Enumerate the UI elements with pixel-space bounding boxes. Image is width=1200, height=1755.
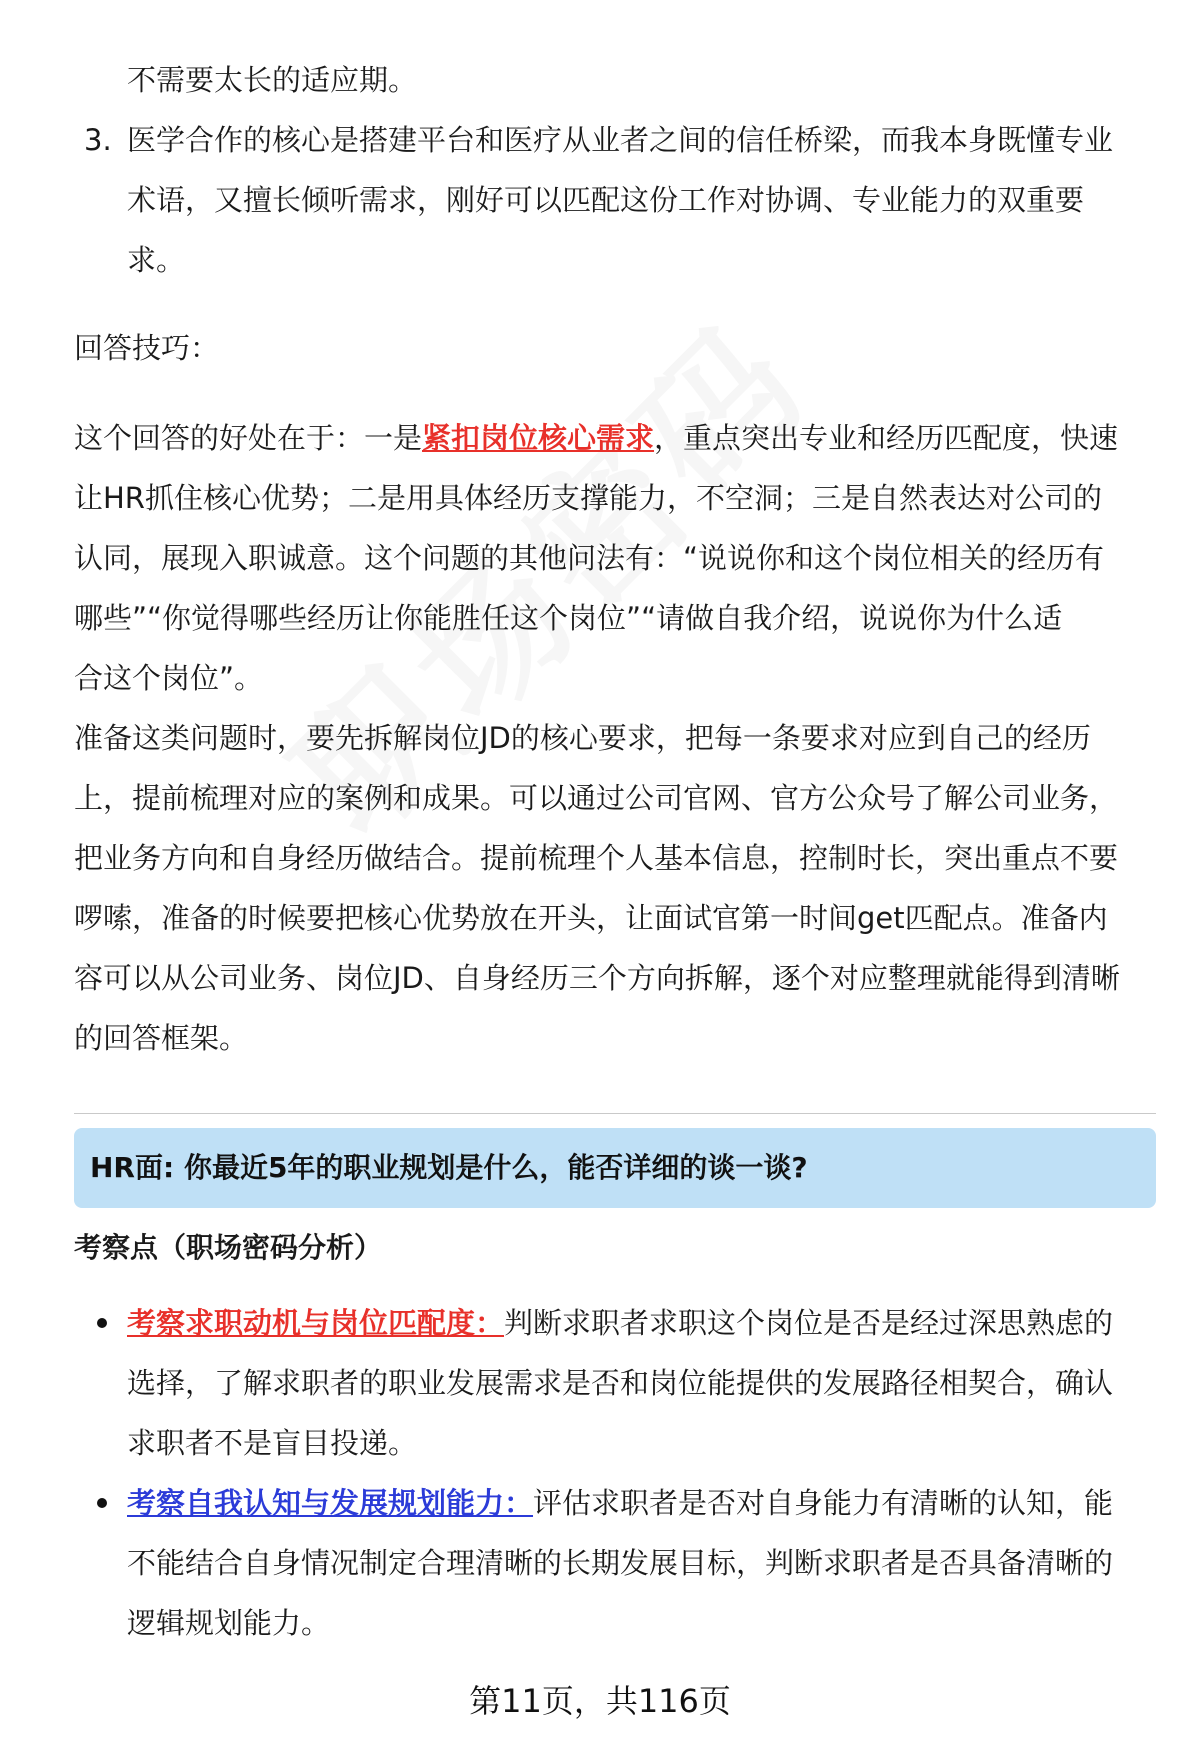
paragraph-line: 认同，展现入职诚意。这个问题的其他问法有：“说说你和这个岗位相关的经历有: [74, 541, 1105, 575]
paragraph-line: 让HR抓住核心优势；二是用具体经历支撑能力，不空洞；三是自然表达对公司的: [74, 481, 1102, 515]
divider: [74, 1113, 1156, 1114]
continued-line: 不需要太长的适应期。: [127, 63, 418, 97]
paragraph-line: 哪些”“你觉得哪些经历让你能胜任这个岗位”“请做自我介绍，说说你为什么适: [74, 601, 1063, 635]
paragraph-line: 上，提前梳理对应的案例和成果。可以通过公司官网、官方公众号了解公司业务，: [74, 781, 1119, 815]
text-span: 判断求职者求职这个岗位是否是经过深思熟虑的: [504, 1306, 1114, 1340]
question-text: HR面: 你最近5年的职业规划是什么，能否详细的谈一谈?: [90, 1151, 808, 1184]
paragraph-line: 准备这类问题时，要先拆解岗位JD的核心要求，把每一条要求对应到自己的经历: [74, 721, 1091, 755]
bullet-icon: [97, 1498, 107, 1508]
text-span: ，重点突出专业和经历匹配度，快速: [654, 421, 1119, 455]
bullet-line: 不能结合自身情况制定合理清晰的长期发展目标，判断求职者是否具备清晰的: [127, 1546, 1114, 1580]
bullet-line: 选择，了解求职者的职业发展需求是否和岗位能提供的发展路径相契合，确认: [127, 1366, 1114, 1400]
paragraph-line: 的回答框架。: [74, 1021, 249, 1055]
question-box: [74, 1128, 1156, 1208]
list-item-line: 求。: [127, 243, 186, 277]
bullet-label: 考察求职动机与岗位匹配度：: [127, 1306, 505, 1340]
highlight-text: 紧扣岗位核心需求: [422, 421, 655, 455]
text-span: 评估求职者是否对自身能力有清晰的认知，能: [533, 1486, 1114, 1520]
paragraph-line: [74, 408, 1154, 468]
analysis-heading: 考察点（职场密码分析）: [74, 1231, 383, 1264]
bullet-icon: [97, 1318, 107, 1328]
bullet-line: [127, 1293, 1157, 1353]
list-number: 3.: [84, 123, 112, 157]
page-number: 第11页，共116页: [469, 1682, 731, 1720]
bullet-line: [127, 1473, 1157, 1533]
paragraph-line: 容可以从公司业务、岗位JD、自身经历三个方向拆解，逐个对应整理就能得到清晰: [74, 961, 1120, 995]
bullet-label: 考察自我认知与发展规划能力：: [127, 1486, 534, 1520]
list-item-line: 医学合作的核心是搭建平台和医疗从业者之间的信任桥梁，而我本身既懂专业: [127, 123, 1114, 157]
tips-heading: 回答技巧：: [74, 331, 220, 365]
list-item-line: 术语，又擅长倾听需求，刚好可以匹配这份工作对协调、专业能力的双重要: [127, 183, 1085, 217]
paragraph-line: 啰嗦，准备的时候要把核心优势放在开头，让面试官第一时间get匹配点。准备内: [74, 901, 1108, 935]
paragraph-line: 合这个岗位”。: [74, 661, 264, 695]
bullet-line: 逻辑规划能力。: [127, 1606, 331, 1640]
text-span: 这个回答的好处在于：一是: [74, 421, 423, 455]
bullet-line: 求职者不是盲目投递。: [127, 1426, 418, 1460]
paragraph-line: 把业务方向和自身经历做结合。提前梳理个人基本信息，控制时长，突出重点不要: [74, 841, 1119, 875]
